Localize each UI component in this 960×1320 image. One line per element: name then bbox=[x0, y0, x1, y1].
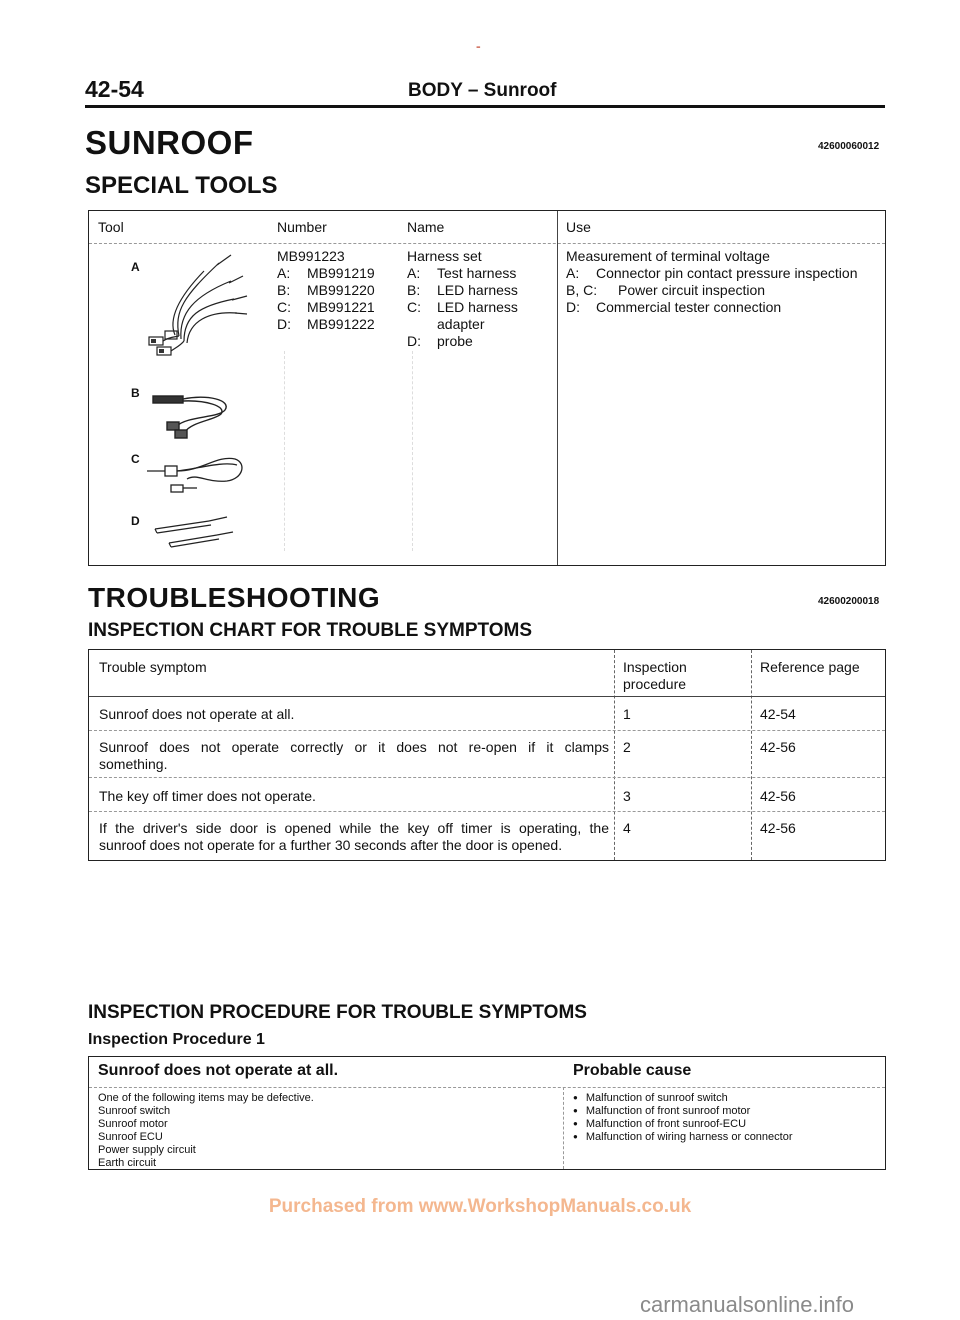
symptom-line-1: If the driver's side door is opened while the key off timer is operating, the bbox=[99, 820, 609, 836]
symptom-line-2: sunroof does not operate for a further 30 seconds after the door is opened. bbox=[99, 837, 563, 853]
harness-set-illustration bbox=[139, 251, 249, 361]
defective-items-list bbox=[98, 1092, 314, 1170]
probable-cause-list bbox=[573, 1092, 793, 1144]
use-row-a bbox=[566, 265, 857, 282]
number-row-b bbox=[277, 282, 375, 299]
use-d: Commercial tester connection bbox=[596, 299, 782, 315]
name-column-guide bbox=[412, 351, 413, 551]
reference-page: 42-56 bbox=[760, 820, 796, 836]
symptom-line-1: Sunroof does not operate correctly or it does not re-open if it clamps bbox=[99, 739, 609, 755]
use-column bbox=[566, 248, 857, 316]
name-label-d: D: bbox=[407, 333, 421, 349]
list-item: Power supply circuit bbox=[98, 1144, 196, 1156]
tool-letter-a: A bbox=[131, 260, 140, 274]
led-harness-illustration bbox=[147, 449, 247, 499]
name-d: probe bbox=[437, 333, 473, 349]
number-b: MB991220 bbox=[307, 282, 375, 298]
tool-letter-d: D bbox=[131, 514, 140, 528]
table-row bbox=[89, 812, 885, 858]
name-column bbox=[407, 248, 518, 350]
tool-letter-c: C bbox=[131, 452, 140, 466]
name-row-c bbox=[407, 299, 518, 316]
box-column-divider bbox=[563, 1087, 564, 1169]
table-row bbox=[89, 778, 885, 810]
name-b: LED harness bbox=[437, 282, 518, 298]
number-column-guide bbox=[284, 351, 285, 551]
list-item: Sunroof motor bbox=[98, 1118, 168, 1130]
reference-page: 42-56 bbox=[760, 739, 796, 755]
purchase-watermark: Purchased from www.WorkshopManuals.co.uk bbox=[268, 1196, 692, 1217]
procedure-number: 2 bbox=[623, 739, 631, 755]
header-mark: - bbox=[476, 38, 481, 54]
symptom-line-2: something. bbox=[99, 756, 168, 772]
inspection-procedure-subtitle: Inspection Procedure 1 bbox=[88, 1031, 265, 1048]
name-row-d bbox=[407, 333, 518, 350]
number-a: MB991219 bbox=[307, 265, 375, 281]
special-tools-title: SPECIAL TOOLS bbox=[85, 172, 278, 199]
test-harness-illustration bbox=[147, 386, 237, 446]
use-column-divider bbox=[557, 211, 558, 565]
number-c: MB991221 bbox=[307, 299, 375, 315]
section-code-troubleshooting: 42600200018 bbox=[818, 596, 880, 607]
inspection-chart-table bbox=[88, 649, 886, 861]
symptom-text: The key off timer does not operate. bbox=[99, 788, 316, 804]
name-row-b bbox=[407, 282, 518, 299]
use-row-d bbox=[566, 299, 857, 316]
table-row bbox=[89, 731, 885, 777]
section-code-sunroof: 42600060012 bbox=[818, 141, 880, 152]
list-item: Sunroof switch bbox=[98, 1105, 171, 1117]
reference-page: 42-56 bbox=[760, 788, 796, 804]
probe-illustration bbox=[147, 513, 237, 549]
page-number: 42-54 bbox=[85, 76, 144, 102]
col-header-tool: Tool bbox=[98, 219, 124, 235]
use-label-bc: B, C: bbox=[566, 282, 598, 298]
name-c: LED harness bbox=[437, 299, 518, 315]
procedure-box-title: Sunroof does not operate at all. bbox=[98, 1062, 339, 1079]
name-label-a: A: bbox=[407, 265, 421, 281]
header-rule bbox=[85, 105, 885, 108]
name-a: Test harness bbox=[437, 265, 517, 281]
col-header-use: Use bbox=[566, 219, 591, 235]
list-item: One of the following items may be defective. bbox=[98, 1092, 314, 1104]
number-row-c bbox=[277, 299, 375, 316]
col-header-number: Number bbox=[277, 219, 327, 235]
use-row-bc bbox=[566, 282, 857, 299]
list-item: ● Malfunction of sunroof switch bbox=[573, 1092, 793, 1105]
procedure-number: 3 bbox=[623, 788, 631, 804]
name-harness-set: Harness set bbox=[407, 248, 482, 264]
col-header-procedure bbox=[623, 659, 687, 693]
name-row-c2 bbox=[407, 316, 518, 333]
box-header-divider bbox=[89, 1087, 885, 1088]
tool-letter-b: B bbox=[131, 386, 140, 400]
symptom-text bbox=[99, 820, 609, 854]
symptom-text: Sunroof does not operate at all. bbox=[99, 706, 295, 722]
use-harness-set: Measurement of terminal voltage bbox=[566, 248, 770, 264]
section-title-troubleshooting: TROUBLESHOOTING bbox=[88, 582, 381, 613]
col-header-reference: Reference page bbox=[760, 659, 860, 675]
use-a: Connector pin contact pressure inspection bbox=[596, 265, 858, 281]
use-label-d: D: bbox=[566, 299, 580, 315]
inspection-chart-title: INSPECTION CHART FOR TROUBLE SYMPTOMS bbox=[88, 620, 533, 641]
col-header-name: Name bbox=[407, 219, 445, 235]
name-row-a bbox=[407, 265, 518, 282]
number-column bbox=[277, 248, 375, 333]
procedure-number: 4 bbox=[623, 820, 631, 836]
list-item: ● Malfunction of front sunroof motor bbox=[573, 1105, 793, 1118]
header-divider bbox=[89, 243, 885, 244]
footer-site-watermark: carmanualsonline.info bbox=[640, 1292, 855, 1317]
symptom-text bbox=[99, 739, 609, 773]
special-tools-table bbox=[88, 210, 886, 566]
procedure-number: 1 bbox=[623, 706, 631, 722]
number-label-c: C: bbox=[277, 299, 291, 315]
reference-page: 42-54 bbox=[760, 706, 796, 722]
running-title: BODY – Sunroof bbox=[408, 80, 557, 101]
list-item: ● Malfunction of front sunroof-ECU bbox=[573, 1118, 793, 1131]
list-item: ● Malfunction of wiring harness or connector bbox=[573, 1131, 793, 1144]
list-item: Sunroof ECU bbox=[98, 1131, 163, 1143]
section-title-sunroof: SUNROOF bbox=[85, 124, 254, 161]
number-label-d: D: bbox=[277, 316, 291, 332]
use-label-a: A: bbox=[566, 265, 580, 281]
inspection-procedure-box bbox=[88, 1056, 886, 1170]
name-label-c: C: bbox=[407, 299, 421, 315]
col-header-symptom: Trouble symptom bbox=[99, 659, 207, 675]
list-item: Earth circuit bbox=[98, 1157, 157, 1169]
number-label-b: B: bbox=[277, 282, 291, 298]
number-row-d bbox=[277, 316, 375, 333]
number-row-a bbox=[277, 265, 375, 282]
name-c-continued: adapter bbox=[437, 316, 485, 332]
number-label-a: A: bbox=[277, 265, 291, 281]
number-d: MB991222 bbox=[307, 316, 375, 332]
name-label-b: B: bbox=[407, 282, 421, 298]
number-harness-set: MB991223 bbox=[277, 248, 345, 264]
table-row bbox=[89, 697, 885, 729]
use-bc: Power circuit inspection bbox=[618, 282, 766, 298]
col-header-procedure-line2: procedure bbox=[623, 676, 687, 692]
probable-cause-title: Probable cause bbox=[573, 1062, 692, 1079]
inspection-procedure-title: INSPECTION PROCEDURE FOR TROUBLE SYMPTOMS bbox=[88, 1002, 587, 1023]
col-header-procedure-line1: Inspection bbox=[623, 659, 687, 675]
